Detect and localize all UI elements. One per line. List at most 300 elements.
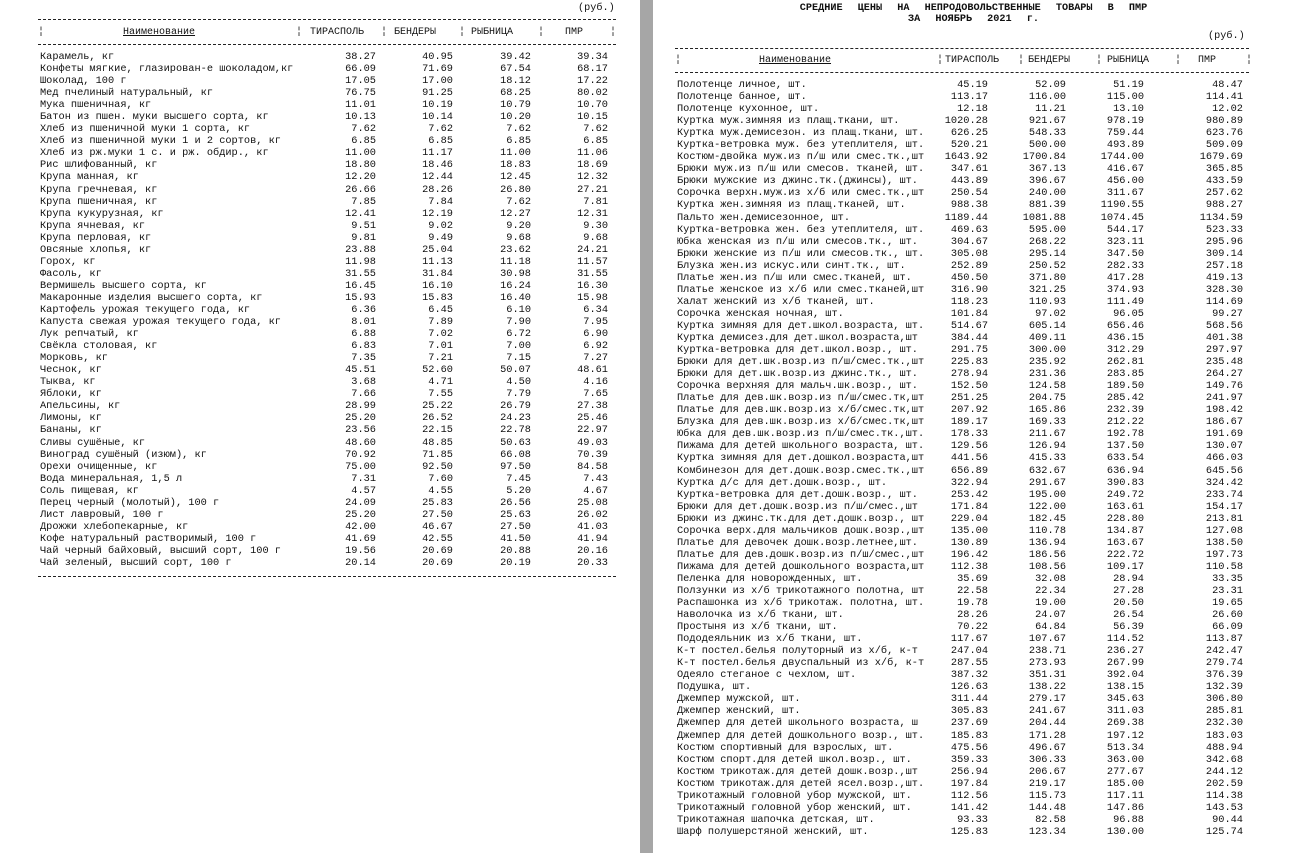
price-rybnitsa: 6.10 [506, 303, 531, 316]
price-pmr: 235.48 [1205, 356, 1243, 369]
price-pmr: 99.27 [1212, 307, 1243, 320]
price-bendery: 136.94 [1028, 536, 1066, 549]
price-tiraspol: 38.27 [345, 51, 376, 63]
item-name: Наволочка из х/б ткани, шт. [677, 609, 844, 622]
price-bendery: 11.17 [422, 147, 453, 160]
price-pmr: 328.30 [1205, 283, 1243, 296]
item-name: Пододеяльник из х/б ткани, шт. [677, 633, 863, 646]
price-bendery: 6.85 [428, 135, 453, 148]
table-row [40, 388, 608, 400]
price-rybnitsa: 11.00 [500, 147, 531, 160]
price-rybnitsa: 283.85 [1106, 368, 1144, 381]
price-bendery: 110.93 [1028, 295, 1066, 308]
table-row [677, 199, 1242, 211]
price-rybnitsa: 6.72 [506, 328, 531, 341]
price-bendery: 182.45 [1028, 512, 1066, 525]
header-rybnitsa: РЫБНИЦА [471, 27, 514, 38]
table-row [40, 533, 608, 545]
price-pmr: 41.03 [577, 520, 608, 533]
price-pmr: 7.27 [583, 352, 608, 365]
item-name: Брюки для дет.дошк.возр.из п/ш/смес.,шт [677, 500, 918, 513]
price-rybnitsa: 20.50 [1113, 597, 1144, 610]
price-rybnitsa: 222.72 [1106, 548, 1144, 561]
price-rybnitsa: 66.08 [500, 448, 531, 461]
price-tiraspol: 207.92 [950, 404, 988, 417]
price-pmr: 7.43 [583, 472, 608, 485]
item-name: Сорочка верх.для мальчиков дошк.возр.,шт [677, 524, 925, 537]
price-bendery: 195.00 [1028, 488, 1066, 501]
table-row [40, 184, 608, 196]
table-row [677, 103, 1242, 115]
price-rybnitsa: 416.67 [1106, 163, 1144, 176]
price-tiraspol: 31.55 [345, 267, 376, 280]
price-rybnitsa: 197.12 [1106, 729, 1144, 742]
price-pmr: 233.74 [1205, 488, 1243, 501]
price-tiraspol: 225.83 [950, 356, 988, 369]
price-bendery: 16.10 [422, 279, 453, 292]
price-pmr: 279.74 [1205, 657, 1243, 670]
table-top-rule [675, 48, 1249, 49]
price-pmr: 623.76 [1205, 127, 1243, 140]
price-bendery: 22.34 [1035, 584, 1066, 597]
price-tiraspol: 23.56 [345, 424, 376, 437]
price-pmr: 433.59 [1205, 175, 1243, 188]
price-rybnitsa: 109.17 [1106, 560, 1144, 573]
price-rybnitsa: 16.40 [500, 291, 531, 304]
price-rybnitsa: 27.50 [500, 520, 531, 533]
currency-note: (руб.) [578, 3, 615, 14]
table-row [40, 280, 608, 292]
price-pmr: 309.14 [1205, 247, 1243, 260]
table-top-rule [38, 19, 616, 20]
item-name: Брюки для дет.шк.возр.из п/ш/смес.тк.,шт [677, 356, 925, 369]
price-rybnitsa: 323.11 [1106, 235, 1144, 248]
price-pmr: 49.03 [577, 436, 608, 449]
price-rybnitsa: 23.62 [500, 243, 531, 256]
table-row [40, 159, 608, 171]
price-bendery: 110.78 [1028, 524, 1066, 537]
item-name: Джемпер для детей дошкольного возр., шт. [677, 729, 925, 742]
table-row [40, 268, 608, 280]
price-bendery: 240.00 [1028, 187, 1066, 200]
table-row [677, 236, 1242, 248]
table-header: ¦ Наименование ¦ ТИРАСПОЛЬ ¦ БЕНДЕРЫ ¦ РЫБНИЦА ¦ ПМР ¦ [38, 27, 617, 38]
price-tiraspol: 7.31 [351, 472, 376, 485]
item-name: Сорочка верхн.муж.из х/б или смес.тк.,шт [677, 187, 925, 200]
table-row [40, 147, 608, 159]
price-pmr: 365.85 [1205, 163, 1243, 176]
price-tiraspol: 291.75 [950, 344, 988, 357]
table-row [677, 127, 1242, 139]
item-name: К-т постел.белья двуспальный из х/б, к-т [677, 657, 925, 670]
price-rybnitsa: 192.78 [1106, 428, 1144, 441]
item-name: Карамель, кг [40, 51, 115, 63]
header-pmr: ПМР [565, 27, 584, 38]
price-bendery: 9.02 [428, 219, 453, 232]
price-rybnitsa: 978.19 [1106, 115, 1144, 128]
item-name: Костюм трикотаж.для детей ясел.возр.,шт. [677, 777, 925, 790]
table-row [40, 135, 608, 147]
price-tiraspol: 12.20 [345, 171, 376, 184]
price-pmr: 26.02 [577, 508, 608, 521]
header-tiraspol: ТИРАСПОЛЬ [945, 55, 1000, 66]
table-row [677, 802, 1242, 814]
price-pmr: 4.16 [583, 376, 608, 389]
price-rybnitsa: 26.79 [500, 400, 531, 413]
price-bendery: 11.21 [1035, 103, 1066, 116]
price-rybnitsa: 12.27 [500, 207, 531, 220]
price-tiraspol: 118.23 [950, 295, 988, 308]
price-tiraspol: 112.56 [950, 789, 988, 802]
price-rybnitsa: 189.50 [1106, 380, 1144, 393]
price-bendery: 10.19 [422, 99, 453, 112]
price-tiraspol: 45.19 [957, 79, 988, 91]
item-name: Куртка жен.зимняя из плащ.тканей, шт. [677, 199, 906, 212]
price-tiraspol: 252.89 [950, 259, 988, 272]
price-bendery: 91.25 [422, 87, 453, 100]
price-pmr: 1679.69 [1199, 151, 1243, 164]
price-pmr: 401.38 [1205, 331, 1243, 344]
price-pmr: 70.39 [577, 448, 608, 461]
price-tiraspol: 384.44 [950, 331, 988, 344]
table-row [40, 220, 608, 232]
table-row [677, 368, 1242, 380]
item-name: Платье для дев.шк.возр.из х/б/смес.тк,шт [677, 404, 925, 417]
price-tiraspol: 247.04 [950, 645, 988, 658]
item-name: Одеяло стеганое с чехлом, шт. [677, 669, 857, 682]
item-name: Куртка зимняя для дет.школ.возраста, шт. [677, 319, 925, 332]
item-name: Лимоны, кг [40, 412, 102, 425]
price-tiraspol: 656.89 [950, 464, 988, 477]
item-name: Морковь, кг [40, 352, 108, 365]
price-bendery: 171.28 [1028, 729, 1066, 742]
price-tiraspol: 347.61 [950, 163, 988, 176]
table-row [40, 171, 608, 183]
table-row [677, 717, 1242, 729]
header-name: Наименование [123, 27, 196, 38]
table-row [677, 621, 1242, 633]
price-pmr: 27.38 [577, 400, 608, 413]
item-name: Чеснок, кг [40, 364, 102, 377]
price-pmr: 509.09 [1205, 139, 1243, 152]
price-pmr: 132.39 [1205, 681, 1243, 694]
price-pmr: 80.02 [577, 87, 608, 100]
table-row [677, 573, 1242, 585]
price-tiraspol: 250.54 [950, 187, 988, 200]
price-pmr: 84.58 [577, 460, 608, 473]
price-pmr: 16.30 [577, 279, 608, 292]
price-tiraspol: 7.85 [351, 195, 376, 208]
table-bottom-rule [38, 576, 616, 577]
price-tiraspol: 322.94 [950, 476, 988, 489]
item-name: Капуста свежая урожая текущего года, кг [40, 316, 281, 329]
item-name: Фасоль, кг [40, 267, 102, 280]
table-row [677, 248, 1242, 260]
price-pmr: 25.08 [577, 496, 608, 509]
item-name: Джемпер мужской, шт. [677, 693, 801, 706]
price-pmr: 419.13 [1205, 271, 1243, 284]
table-row [40, 400, 608, 412]
price-bendery: 9.49 [428, 231, 453, 244]
report-subtitle: ЗА НОЯБРЬ 2021 г. [908, 14, 1039, 25]
item-name: Чай зеленый, высший сорт, 100 г [40, 556, 232, 569]
item-name: Куртка муж.зимняя из плащ.ткани, шт. [677, 115, 900, 128]
price-tiraspol: 1643.92 [944, 151, 988, 164]
price-bendery: 415.33 [1028, 452, 1066, 465]
price-pmr: 138.50 [1205, 536, 1243, 549]
table-row [40, 521, 608, 533]
price-tiraspol: 6.83 [351, 340, 376, 353]
price-tiraspol: 11.01 [345, 99, 376, 112]
price-rybnitsa: 345.63 [1106, 693, 1144, 706]
price-pmr: 6.85 [583, 135, 608, 148]
table-row [677, 778, 1242, 790]
price-bendery: 279.17 [1028, 693, 1066, 706]
price-rybnitsa: 117.11 [1106, 789, 1144, 802]
price-tiraspol: 287.55 [950, 657, 988, 670]
price-rybnitsa: 436.15 [1106, 331, 1144, 344]
price-pmr: 26.60 [1212, 609, 1243, 622]
item-name: Брюки муж.из п/ш или смесов. тканей, шт. [677, 163, 925, 176]
price-tiraspol: 196.42 [950, 548, 988, 561]
item-name: Костюм-двойка муж.из п/ш или смес.тк.,шт [677, 151, 925, 164]
price-tiraspol: 11.00 [345, 147, 376, 160]
price-tiraspol: 251.25 [950, 392, 988, 405]
table-row [677, 681, 1242, 693]
price-rybnitsa: 374.93 [1106, 283, 1144, 296]
table-row [677, 115, 1242, 127]
table-row [677, 440, 1242, 452]
price-rybnitsa: 311.67 [1106, 187, 1144, 200]
item-name: Куртка д/с для дет.дошк.возр., шт. [677, 476, 888, 489]
item-name: Платье для девочек дошк.возр.летнее,шт. [677, 536, 918, 549]
price-tiraspol: 256.94 [950, 765, 988, 778]
price-bendery: 367.13 [1028, 163, 1066, 176]
price-pmr: 39.34 [577, 51, 608, 63]
item-name: Куртка-ветровка для дет.дошк.возр., шт. [677, 488, 918, 501]
table-row [677, 284, 1242, 296]
price-rybnitsa: 114.52 [1106, 633, 1144, 646]
price-tiraspol: 443.89 [950, 175, 988, 188]
price-tiraspol: 41.69 [345, 532, 376, 545]
price-rybnitsa: 212.22 [1106, 416, 1144, 429]
price-bendery: 126.94 [1028, 440, 1066, 453]
price-tiraspol: 16.45 [345, 279, 376, 292]
price-tiraspol: 9.81 [351, 231, 376, 244]
price-tiraspol: 185.83 [950, 729, 988, 742]
item-name: Брюки из джинс.тк.для дет.дошк.возр., шт [677, 512, 925, 525]
price-bendery: 28.26 [422, 183, 453, 196]
price-rybnitsa: 25.63 [500, 508, 531, 521]
price-tiraspol: 70.92 [345, 448, 376, 461]
price-pmr: 241.97 [1205, 392, 1243, 405]
item-name: Блузка для дев.шк.возр.из х/б/смес.тк,шт [677, 416, 925, 429]
item-name: Юбка для дев.шк.возр.из п/ш/смес.тк.,шт. [677, 428, 925, 441]
price-rybnitsa: 236.27 [1106, 645, 1144, 658]
price-bendery: 206.67 [1028, 765, 1066, 778]
item-name: Пижама для детей дошкольного возраста,шт [677, 560, 925, 573]
price-pmr: 257.62 [1205, 187, 1243, 200]
price-bendery: 42.55 [422, 532, 453, 545]
price-pmr: 980.89 [1205, 115, 1243, 128]
price-pmr: 68.17 [577, 63, 608, 76]
price-pmr: 48.47 [1212, 79, 1243, 91]
price-bendery: 82.58 [1035, 813, 1066, 826]
price-tiraspol: 17.05 [345, 75, 376, 88]
item-name: Халат женский из х/б тканей, шт. [677, 295, 875, 308]
price-rybnitsa: 137.50 [1106, 440, 1144, 453]
table-row [677, 730, 1242, 742]
price-tiraspol: 237.69 [950, 717, 988, 730]
price-pmr: 242.47 [1205, 645, 1243, 658]
item-name: Куртка демисез.для дет.школ.возраста,шт [677, 331, 918, 344]
item-name: Полотенце кухонное, шт. [677, 103, 820, 116]
table-row [677, 585, 1242, 597]
price-pmr: 17.22 [577, 75, 608, 88]
price-pmr: 6.90 [583, 328, 608, 341]
price-pmr: 376.39 [1205, 669, 1243, 682]
price-rybnitsa: 96.88 [1113, 813, 1144, 826]
price-tiraspol: 8.01 [351, 316, 376, 329]
table-row [677, 91, 1242, 103]
price-rybnitsa: 115.00 [1106, 91, 1144, 104]
table-row [40, 244, 608, 256]
price-bendery: 291.67 [1028, 476, 1066, 489]
price-pmr: 7.95 [583, 316, 608, 329]
table-row [40, 304, 608, 316]
price-rybnitsa: 363.00 [1106, 753, 1144, 766]
table-row [40, 461, 608, 473]
price-rybnitsa: 633.54 [1106, 452, 1144, 465]
price-tiraspol: 11.98 [345, 255, 376, 268]
price-pmr: 7.81 [583, 195, 608, 208]
item-name: Платье жен.из п/ш или смес.тканей, шт. [677, 271, 912, 284]
table-row [677, 561, 1242, 573]
price-rybnitsa: 163.67 [1106, 536, 1144, 549]
price-pmr: 90.44 [1212, 813, 1243, 826]
table-row [677, 814, 1242, 826]
price-rybnitsa: 18.12 [500, 75, 531, 88]
price-bendery: 22.15 [422, 424, 453, 437]
table-header-rule [675, 72, 1249, 73]
table-row [677, 404, 1242, 416]
price-bendery: 115.73 [1028, 789, 1066, 802]
price-pmr: 114.69 [1205, 295, 1243, 308]
price-bendery: 32.08 [1035, 572, 1066, 585]
price-pmr: 31.55 [577, 267, 608, 280]
table-row [40, 424, 608, 436]
table-row [677, 163, 1242, 175]
item-name: Комбинезон для дет.дошк.возр.смес.тк.,шт [677, 464, 925, 477]
price-tiraspol: 26.66 [345, 183, 376, 196]
header-pmr: ПМР [1198, 55, 1217, 66]
price-rybnitsa: 12.45 [500, 171, 531, 184]
price-rybnitsa: 28.94 [1113, 572, 1144, 585]
item-name: Овсяные хлопья, кг [40, 243, 152, 256]
table-row [40, 292, 608, 304]
item-name: Свёкла столовая, кг [40, 340, 158, 353]
price-rybnitsa: 13.10 [1113, 103, 1144, 116]
price-pmr: 568.56 [1205, 319, 1243, 332]
price-pmr: 149.76 [1205, 380, 1243, 393]
price-pmr: 143.53 [1205, 801, 1243, 814]
table-row [40, 75, 608, 87]
price-pmr: 23.31 [1212, 584, 1243, 597]
price-rybnitsa: 20.19 [500, 556, 531, 569]
price-bendery: 1700.84 [1022, 151, 1066, 164]
price-rybnitsa: 26.54 [1113, 609, 1144, 622]
table-row [677, 597, 1242, 609]
price-bendery: 165.86 [1028, 404, 1066, 417]
price-pmr: 11.57 [577, 255, 608, 268]
table-row [677, 525, 1242, 537]
price-bendery: 7.21 [428, 352, 453, 365]
price-tiraspol: 24.09 [345, 496, 376, 509]
table-header: ¦ Наименование ¦ ТИРАСПОЛЬ ¦ БЕНДЕРЫ ¦ РЫБНИЦА ¦ ПМР ¦ [675, 55, 1253, 66]
price-bendery: 295.14 [1028, 247, 1066, 260]
price-rybnitsa: 22.78 [500, 424, 531, 437]
header-bendery: БЕНДЕРЫ [394, 27, 437, 38]
price-rybnitsa: 97.50 [500, 460, 531, 473]
table-row [677, 428, 1242, 440]
price-pmr: 264.27 [1205, 368, 1243, 381]
price-tiraspol: 10.13 [345, 111, 376, 124]
table-row [40, 376, 608, 388]
price-bendery: 27.50 [422, 508, 453, 521]
item-name: Брюки мужские из джинс.тк.(джинсы), шт. [677, 175, 918, 188]
price-bendery: 1081.88 [1022, 211, 1066, 224]
item-name: Крупа гречневая, кг [40, 183, 158, 196]
price-tiraspol: 117.67 [950, 633, 988, 646]
price-bendery: 25.83 [422, 496, 453, 509]
price-pmr: 645.56 [1205, 464, 1243, 477]
price-tiraspol: 441.56 [950, 452, 988, 465]
table-row [677, 79, 1242, 91]
table-row [40, 99, 608, 111]
item-name: Трикотажный головной убор женский, шт. [677, 801, 912, 814]
price-bendery: 138.22 [1028, 681, 1066, 694]
table-row [677, 549, 1242, 561]
price-bendery: 52.09 [1035, 79, 1066, 91]
price-bendery: 235.92 [1028, 356, 1066, 369]
price-bendery: 204.75 [1028, 392, 1066, 405]
item-name: Крупа перловая, кг [40, 231, 152, 244]
price-pmr: 9.68 [583, 231, 608, 244]
price-rybnitsa: 111.49 [1106, 295, 1144, 308]
price-bendery: 496.67 [1028, 741, 1066, 754]
table-row [677, 766, 1242, 778]
item-name: Трикотажный головной убор мужской, шт. [677, 789, 912, 802]
item-name: Крупа кукурузная, кг [40, 207, 164, 220]
table-row [677, 187, 1242, 199]
table-row [677, 332, 1242, 344]
item-name: Крупа ячневая, кг [40, 219, 146, 232]
item-name: Лук репчатый, кг [40, 328, 139, 341]
price-tiraspol: 76.75 [345, 87, 376, 100]
price-pmr: 15.98 [577, 291, 608, 304]
price-bendery: 116.00 [1028, 91, 1066, 104]
price-rybnitsa: 392.04 [1106, 669, 1144, 682]
table-row [677, 477, 1242, 489]
table-row [677, 489, 1242, 501]
price-tiraspol: 70.22 [957, 621, 988, 634]
price-pmr: 285.81 [1205, 705, 1243, 718]
price-rybnitsa: 311.03 [1106, 705, 1144, 718]
item-name: Лист лавровый, 100 г [40, 508, 164, 521]
price-tiraspol: 278.94 [950, 368, 988, 381]
table-row [677, 260, 1242, 272]
price-bendery: 219.17 [1028, 777, 1066, 790]
